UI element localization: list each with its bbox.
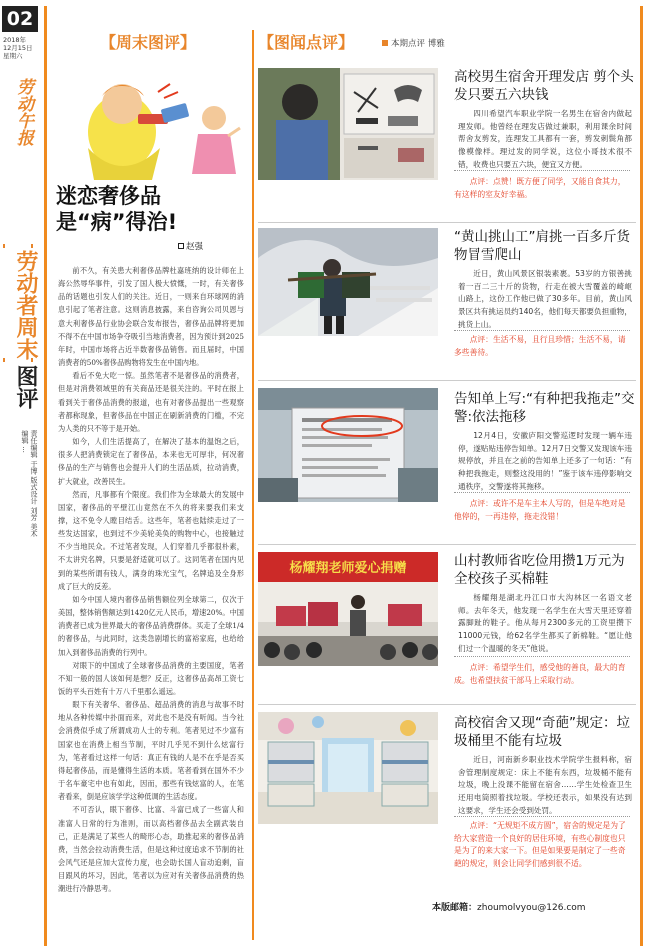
article-paragraph: 前不久，有关患大利奢侈品牌杜嘉班纳的设计师在上海公然辱华事件，引发了国人极大愤慨，一时，有关奢侈品的话题也引发人们的关注。近日，一则来自环球网的消息引起了笔者注意。这则消息披露，来自咨询公司贝恩与意大利奢侈品行业协会联合发布报告，奢侈品品牌将更加不得不在中国市场争夺吸引当地消费者，因为预计到2025年时，中国市场将占近半数奢侈品销售。而且届时，中国消费者的50%奢侈品购物将发生在中国内地。 xyxy=(58,266,244,368)
section-subtitle: 图评 xyxy=(13,365,38,409)
issue-date: 12月15日 xyxy=(3,44,33,52)
news-body: 12月4日，安徽庐阳交警巡逻时发现一辆车违停，遂贴贴违停告知单。12月7日交警又发现该车违规停放，并且在之前的告知单上还多了一句话：“有种把我拖走，则整这没用的！”鉴于该车违停影响交通秩序，交警遂将其拖移。 xyxy=(458,431,632,491)
news-comment: 点评：“无规矩不成方圆”，宿舍的规定是为了给大家营造一个良好的居住环境，有些心制度也只是为了的来大家一下。但是如果要是制定了一些奇葩的规定，则会让同学们感到很不适。 xyxy=(454,821,626,869)
paper-logo: 劳动午报 xyxy=(13,78,33,146)
comment-divider xyxy=(454,492,630,493)
comment-divider xyxy=(454,816,630,817)
story-separator xyxy=(258,222,636,223)
comment-divider xyxy=(454,656,630,657)
masthead xyxy=(0,0,42,952)
news-body: 近日，河南新乡职业技术学院学生报料称，宿舍管理制度规定：床上不能有东西，垃圾桶不能有垃圾，晚上没课不能留在宿舍……学生处检查卫生还用电筒照着找垃圾。学校还表示，如果没有达到这要求，学生还会受到处罚。 xyxy=(458,755,632,815)
email-address[interactable]: zhoumolvyou@126.com xyxy=(477,903,586,913)
photo-commentary-header xyxy=(258,30,445,53)
cartoon-illustration xyxy=(52,74,244,180)
news-headline: 山村教师省吃俭用攒1万元为全校孩子买棉鞋 xyxy=(454,553,625,587)
news-item xyxy=(258,552,636,702)
center-rule xyxy=(252,30,254,940)
news-body: 近日，黄山风景区银装素裹。53岁的方银善挑着一百二三十斤的货物，行走在被大雪覆盖的崎岖山路上，这份工作他已做了30多年。目前，黄山风景区共有挑运员约140名，他们每天都要负担重物，挑货上山。 xyxy=(458,269,632,329)
news-item xyxy=(258,228,636,378)
article-paragraph: 对眼下的中国成了全球奢侈品消费的主要国度，笔者不知一般的国人该如何是想？反正，这奢侈品高昂工资七饭的平头百姓有十万八千里那么遥远。 xyxy=(58,660,244,696)
section-bracket-mid xyxy=(3,358,33,362)
comment-divider xyxy=(454,170,630,171)
photo-commentary-title: 【图闻点评】 xyxy=(258,33,355,52)
story-separator xyxy=(258,704,636,705)
article-paragraph: 不可否认，眼下奢侈、比富、斗富已成了一些富人和准富人日常的行为准则，而以高档奢侈品去全副武装自己，正是满足了某些人的畸形心态，助推起来的奢侈品消费，当然会拉动消费生活，但是这种过度追求不节制的社会风气还是应加大宣传力度，也会助长国人盲动追剩，盲目跟风的坏习，因此，笔者以为应对有关奢侈品消费的热潮进行冷静思考。 xyxy=(58,805,244,894)
news-photo xyxy=(258,712,438,824)
news-item xyxy=(258,388,636,538)
news-body: 四川希望汽车职业学院一名男生在宿舍内做起理发师。他曾经在理发店做过兼职，利用课余时间帮舍友剪发，连理发工具都有一套，剪发刺鬓角都像模像样。理过发的同学说，这位小哥技术很不错，收费也只要五六块，便宜又方便。 xyxy=(458,109,632,169)
article-paragraph: 如今，人们生活提高了，在解决了基本的温饱之后，很多人把消费锁定在了奢侈品，本来也无可厚非，何况奢侈品的生产与销售也会提升人们的生活品质，拉动消费，扩大就业，改善民生。 xyxy=(58,437,244,486)
article-paragraph: 看后不免大吃一惊。虽然笔者不是奢侈品的消费者，但是对消费领域里的有关商品还是很关注的。平时在报上看到关于奢侈品消费的报道，也有对奢侈品提出一些观察者都称现象，但奢侈品在中国正在刷新消费的门槛，不完为人类的只不等于是开始。 xyxy=(58,371,244,433)
news-photo xyxy=(258,68,438,180)
issue-weekday: 星期六 xyxy=(3,52,23,60)
news-headline: 高校男生宿舍开理发店 剪个头发只要五六块钱 xyxy=(454,69,634,103)
news-photo xyxy=(258,388,438,502)
left-rule xyxy=(44,6,47,946)
news-comment: 点评：生活不易，且行且珍惜；生活不易，请多些善待。 xyxy=(454,335,626,357)
story-separator xyxy=(258,544,636,545)
contact-email: 本版邮箱：zhoumolvyou@126.com xyxy=(432,903,586,913)
news-item xyxy=(258,712,636,892)
article-paragraph: 眼下有关奢华、奢侈品、超品消费的消息与故事不时地从各种传媒中扑面而来，对此也不是没有听闻。当今社会消费似乎成了所谓成功人士的专利。笔者见过不少富有国家也在消费上相当节制，平时几乎见不到什么炫富行为，笔者看过这样一句话：真正有钱的人是不在乎是否买得起奢侈品，而是懂得生活的本质。笔者看到在国外不少于名车豪宅中也有如此，因而，那些有钱炫富的人，在笔者看来，倒是应该学学这种低调的生活态度。 xyxy=(58,700,244,802)
right-rule xyxy=(640,6,643,946)
comment-divider xyxy=(454,330,630,331)
news-photo xyxy=(258,228,438,336)
news-comment: 点评：希望学生们，感受他的善良，最大的育成。也希望扶贫干部马上采取行动。 xyxy=(454,663,626,685)
news-photo xyxy=(258,552,438,666)
weekend-box-title: 【周末图评】 xyxy=(99,33,197,52)
news-headline: “黄山挑山工”肩挑一百多斤货物冒雪爬山 xyxy=(454,229,630,263)
section-bracket-top xyxy=(3,244,33,248)
story-separator xyxy=(258,380,636,381)
news-headline: 高校宿舍又现“奇葩”规定：垃圾桶里不能有垃圾 xyxy=(454,715,630,749)
editor-note: 本期点评 博雅 xyxy=(382,37,445,49)
weekend-article xyxy=(58,264,244,896)
page-number: 02 xyxy=(2,6,38,32)
news-comment: 点评：或许不是车主本人写的，但是车绝对是他停的，一再违停，拖走没错！ xyxy=(454,499,626,521)
news-comment: 点评：点赞！既方便了同学，又能自食其力，有这样的室友好幸福。 xyxy=(454,177,626,199)
section-title: 劳动者周末 xyxy=(13,250,38,360)
news-item xyxy=(258,68,636,218)
byline: 赵强 xyxy=(178,240,203,252)
editor-credits: 责任编辑 于博 版式设计 刘芳 美术编辑 ... xyxy=(21,430,38,537)
weekend-headline: 迷恋奢侈品是“病”得治! xyxy=(56,184,178,234)
article-paragraph: 如今中国人境内奢侈品销售额位列全球第二，仅次于美国，整体销售额达到1420亿元人民币，增速20%。中国消费者已成为世界最大的奢侈品消费群体。买走了全球1/4的奢侈品，与此同时，这类急剧增长的富裕家庭，也给给加入到奢侈品消费的行列中。 xyxy=(58,594,244,657)
news-body: 杨耀翔是湖北丹江口市大沟林区一名语文老师。去年冬天，他发现一名学生在大雪天里还穿着露脚趾的鞋子。他从每月2300多元的工资里攒下11000元钱，给62名学生都买了新棉鞋。“愿让他们过一个温暖的冬天”他说。 xyxy=(458,593,632,653)
donation-banner-text: 杨耀翔老师爱心捐赠 xyxy=(289,561,407,576)
news-headline: 告知单上写:“有种把我拖走”交警:依法拖移 xyxy=(454,391,635,425)
article-paragraph: 然而，凡事都有个限度。我们作为全球最大的发展中国家，奢侈品的平壁江山竟然在不久的将来要我们来支撑，这不免令人瞠目结舌。这些年，笔者也陆续走过了一些发达国家，也到过不少美轮美奂的购物中心，也接触过不少当地民众。不过笔者发现，人们穿着几乎都很朴素，不太讲究名牌，只要是舒适就可以了。这同笔者在国内见到的某些所谓有钱人，满身的珠光宝气，名牌追及全身形成了巨大的反差。 xyxy=(58,489,244,591)
weekend-section-header xyxy=(52,30,244,53)
issue-year: 2018年 xyxy=(3,36,27,44)
